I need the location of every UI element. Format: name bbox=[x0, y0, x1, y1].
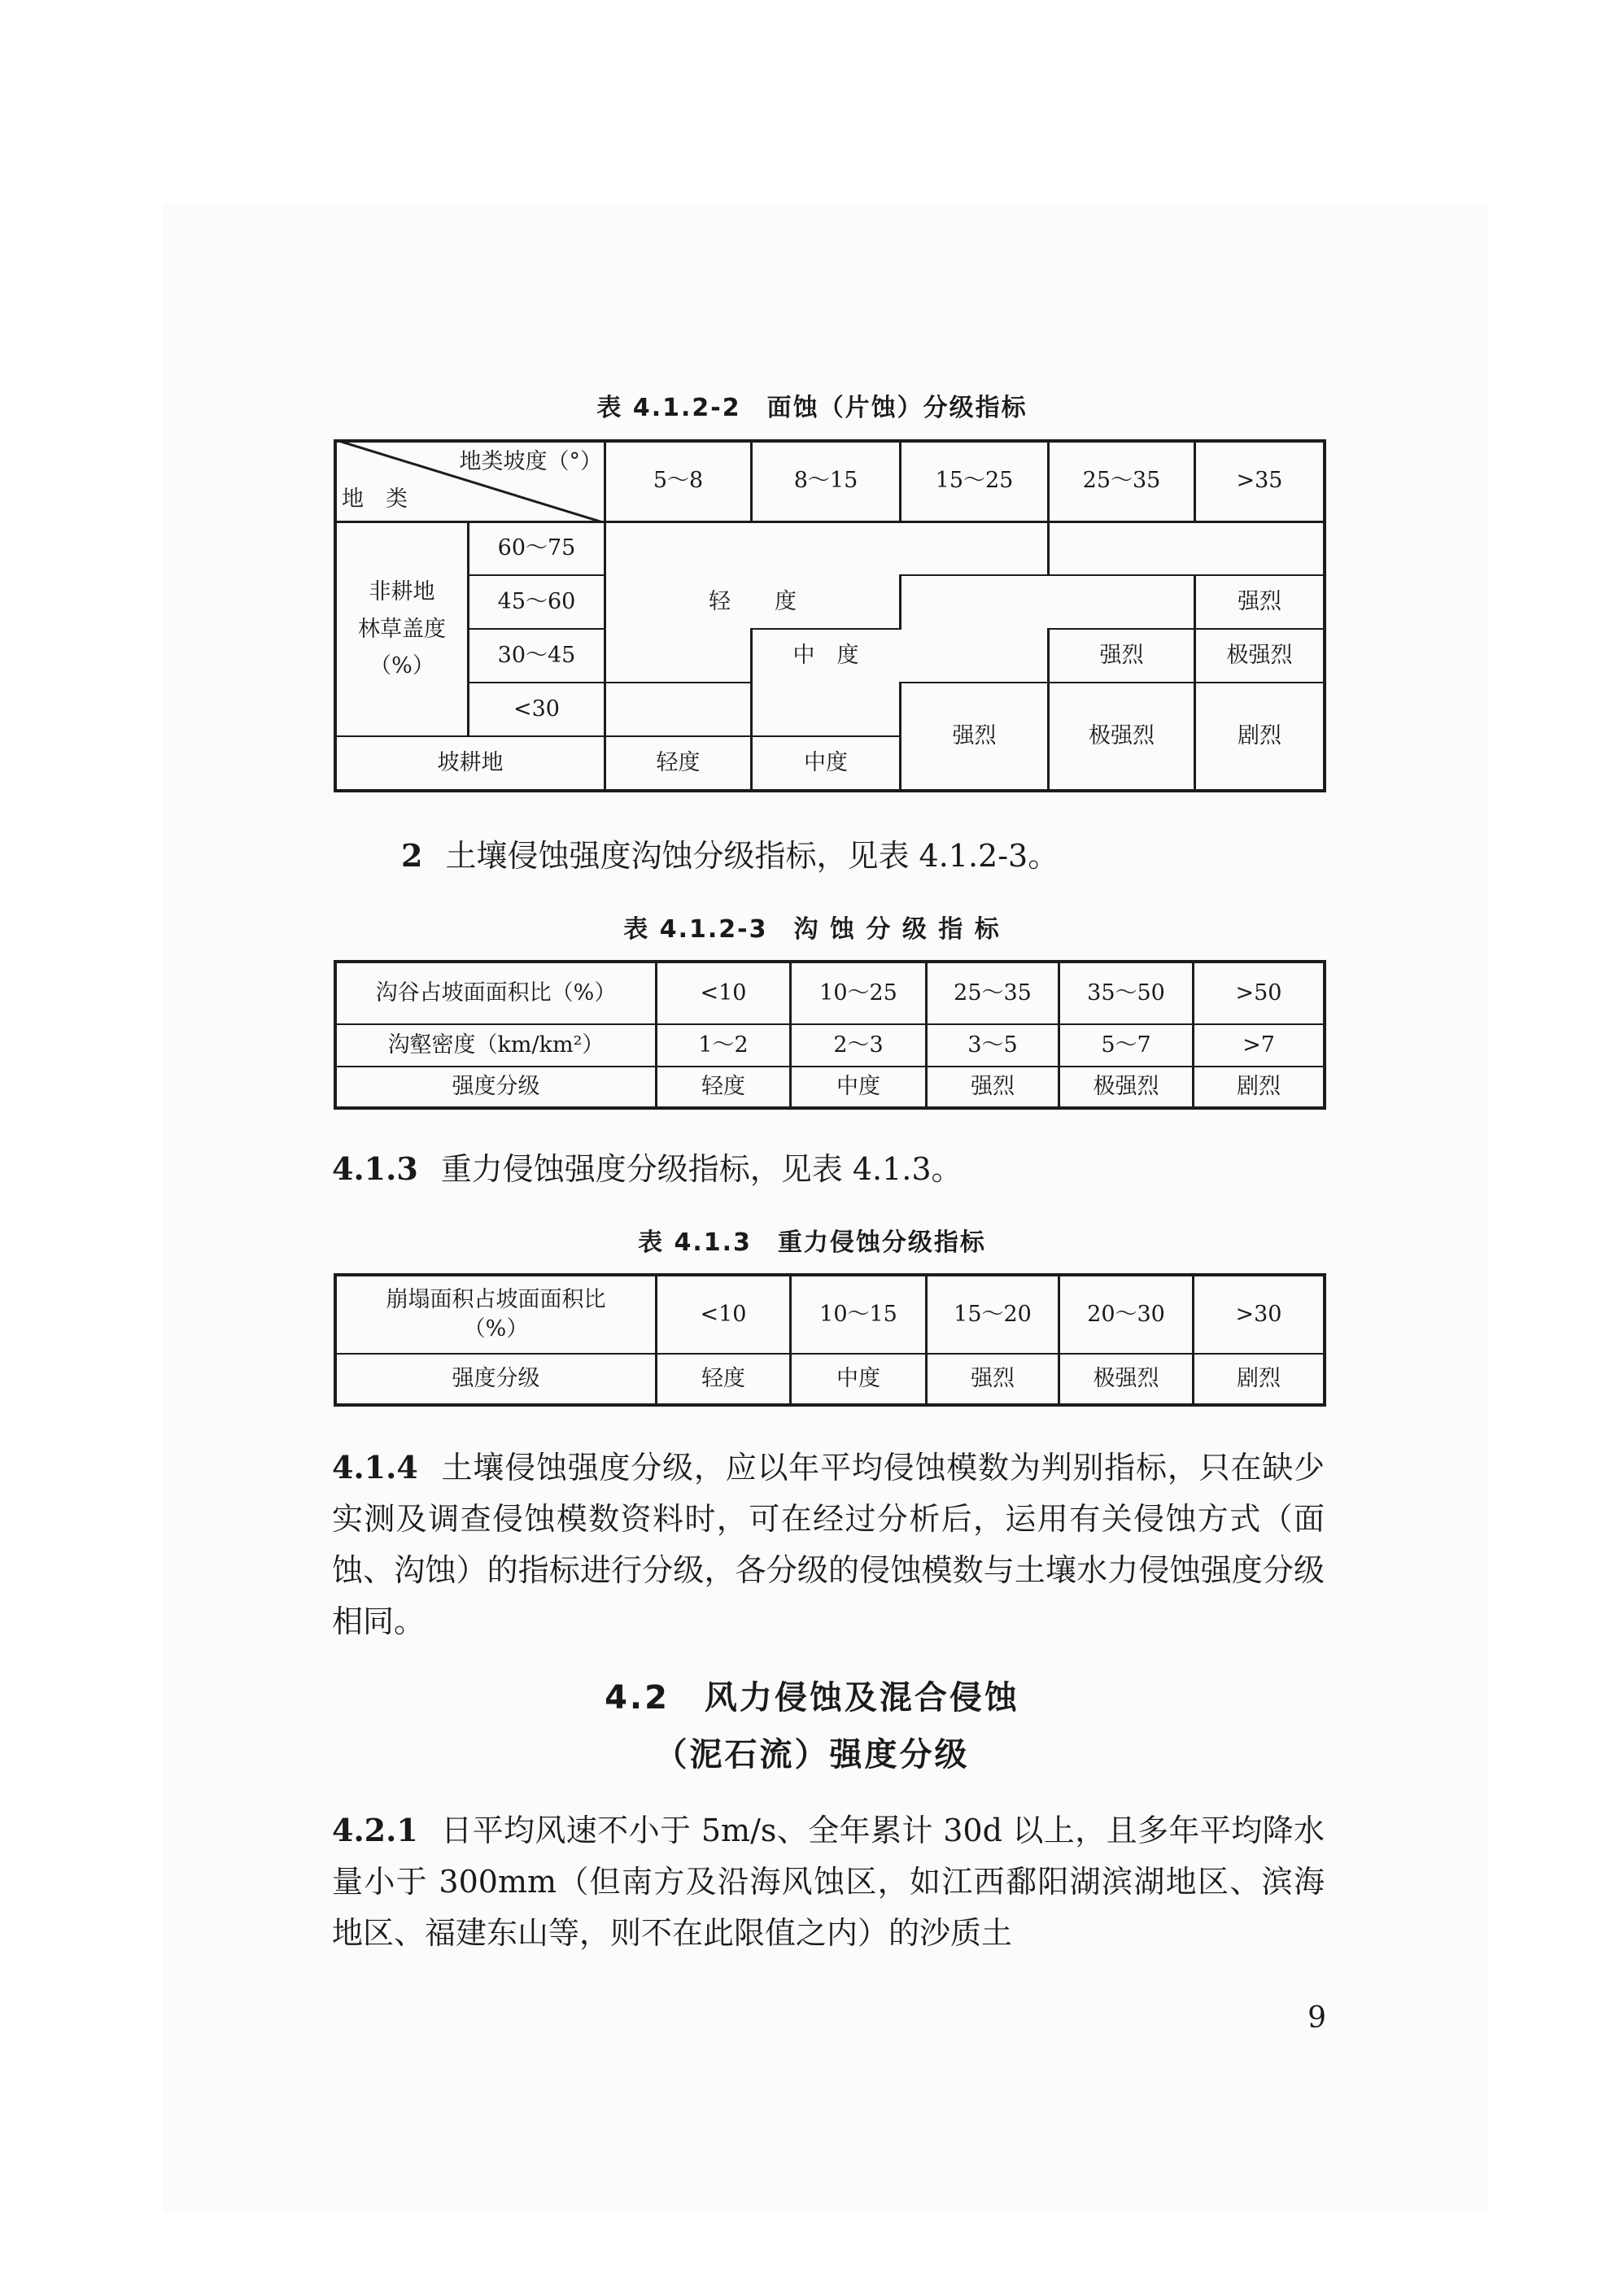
paragraph-gully-index-text: 土壤侵蚀强度沟蚀分级指标，见表 4.1.2-3。 bbox=[445, 838, 1059, 874]
section-4-1-3 bbox=[332, 1143, 1325, 1195]
table2-row1-col3: 25～35 bbox=[954, 980, 1032, 1006]
table1-stair-line-j bbox=[604, 682, 753, 683]
section-4-2-1-number: 4.2.1 bbox=[332, 1812, 418, 1848]
table3-row2-col5: 剧烈 bbox=[1237, 1365, 1281, 1391]
section-4-1-4-number: 4.1.4 bbox=[332, 1449, 418, 1486]
table1-extreme-lower: 极强烈 bbox=[1089, 722, 1155, 748]
table2-border-right bbox=[1323, 960, 1326, 1110]
table1-header-8-15: 8～15 bbox=[793, 468, 858, 494]
section-4-2-1 bbox=[332, 1804, 1325, 1959]
table1-extreme-30-45: 极强烈 bbox=[1226, 642, 1293, 668]
section-4-1-3-text: 重力侵蚀强度分级指标，见表 4.1.3。 bbox=[440, 1151, 963, 1187]
table1-strong-lower: 强烈 bbox=[952, 722, 997, 748]
table3-row1-col5: >30 bbox=[1235, 1301, 1282, 1327]
table1-strong-30-45: 强烈 bbox=[1099, 642, 1144, 668]
table2-row2-col5: >7 bbox=[1242, 1032, 1275, 1058]
table2-row3-col3: 强烈 bbox=[971, 1073, 1015, 1099]
table2-row3-col2: 中度 bbox=[836, 1073, 880, 1099]
section-4-2-1-text: 日平均风速不小于 5m/s、全年累计 30d 以上，且多年平均降水量小于 300mm（但南方及沿海风蚀区，如江西鄱阳湖滨湖地区、滨海地区、福建东山等，则不在此限值之内）的沙质土 bbox=[332, 1813, 1325, 1951]
table2-row1-col5: >50 bbox=[1235, 980, 1282, 1006]
table3-row2-col1: 轻度 bbox=[701, 1365, 745, 1391]
table2-row1-col4: 35～50 bbox=[1087, 980, 1165, 1006]
table2-row2-label: 沟壑密度（km/km²） bbox=[387, 1032, 605, 1058]
table2-row1-label: 沟谷占坡面面积比（%） bbox=[375, 980, 617, 1006]
table1-region-moderate: 中 度 bbox=[792, 642, 859, 668]
table1-border-right bbox=[1323, 439, 1326, 792]
section-4-2-heading-line1: 4.2 风力侵蚀及混合侵蚀 bbox=[605, 1679, 1019, 1717]
section-4-1-3-number: 4.1.3 bbox=[332, 1150, 418, 1187]
table3-border-bottom bbox=[334, 1403, 1326, 1407]
table2-row2-col1: 1～2 bbox=[698, 1032, 749, 1058]
table1-header-5-8: 5～8 bbox=[653, 468, 704, 494]
table1-cultivated-label: 坡耕地 bbox=[437, 749, 504, 775]
table3-row2-col4: 极强烈 bbox=[1093, 1365, 1159, 1391]
table2-border-bottom bbox=[334, 1106, 1326, 1110]
table1-caption: 表 4.1.2-2 面蚀（片蚀）分级指标 bbox=[596, 394, 1028, 422]
table1-row-group-label: 非耕地 林草盖度 （%） bbox=[358, 578, 446, 679]
table2-row3-col4: 极强烈 bbox=[1093, 1073, 1159, 1099]
table2-row1-col2: 10～25 bbox=[819, 980, 897, 1006]
table3-row2-col2: 中度 bbox=[836, 1365, 880, 1391]
section-4-1-4-text: 土壤侵蚀强度分级，应以年平均侵蚀模数为判别指标，只在缺少实测及调查侵蚀模数资料时，可在经过分析后，运用有关侵蚀方式（面蚀、沟蚀）的指标进行分级，各分级的侵蚀模数与土壤水力侵蚀强度分级相同。 bbox=[332, 1450, 1325, 1639]
table1-stair-line-c bbox=[899, 574, 1050, 576]
table2-row3-col5: 剧烈 bbox=[1237, 1073, 1281, 1099]
table1-corner-bottom-label: 地 类 bbox=[342, 486, 408, 512]
table1-stair-line-b bbox=[1047, 521, 1050, 576]
table2-caption: 表 4.1.2-3 沟 蚀 分 级 指 标 bbox=[623, 915, 1001, 944]
table2-row3-label: 强度分级 bbox=[452, 1073, 540, 1099]
table1-severe-lower: 剧烈 bbox=[1238, 722, 1281, 748]
table1-region-light: 轻 度 bbox=[709, 588, 797, 614]
table1-coverage-60-75: 60～75 bbox=[497, 535, 576, 561]
table3-row1-col1: <10 bbox=[700, 1301, 747, 1327]
section-4-2-heading-line2: （泥石流）强度分级 bbox=[654, 1736, 970, 1774]
table1-cultivated-light: 轻度 bbox=[656, 749, 701, 775]
table3-border-right bbox=[1323, 1273, 1326, 1407]
table1-coverage-under-30: <30 bbox=[513, 696, 560, 722]
table3-caption: 表 4.1.3 重力侵蚀分级指标 bbox=[638, 1228, 986, 1257]
table1-header-15-25: 15～25 bbox=[935, 468, 1014, 494]
table1-stair-line-e bbox=[899, 574, 901, 630]
table1-coverage-45-60: 45～60 bbox=[497, 588, 576, 614]
table3-row1-col4: 20～30 bbox=[1087, 1301, 1165, 1327]
table3-row2-label: 强度分级 bbox=[452, 1365, 540, 1391]
table2-row1-col1: <10 bbox=[700, 980, 747, 1006]
table1-header-25-35: 25～35 bbox=[1082, 468, 1161, 494]
paragraph-gully-index bbox=[332, 830, 1325, 882]
table2-row3-col1: 轻度 bbox=[701, 1073, 745, 1099]
table3-row1-label: 崩塌面积占坡面面积比 （%） bbox=[386, 1286, 606, 1342]
table3-row1-col2: 10～15 bbox=[819, 1301, 897, 1327]
table1-header-over-35: >35 bbox=[1236, 468, 1283, 494]
table1-strong-45-60: 强烈 bbox=[1238, 588, 1281, 614]
table1-coverage-30-45: 30～45 bbox=[497, 642, 576, 668]
page-number: 9 bbox=[1307, 2001, 1326, 2035]
table1-border-bottom bbox=[334, 789, 1326, 792]
table1-cultivated-moderate: 中度 bbox=[804, 749, 848, 775]
table2-row2-col2: 2～3 bbox=[833, 1032, 884, 1058]
paragraph-gully-index-number: 2 bbox=[401, 837, 423, 874]
table2-row2-col3: 3～5 bbox=[967, 1032, 1018, 1058]
table1-corner-top-label: 地类坡度（°） bbox=[459, 448, 602, 474]
table2-row2-col4: 5～7 bbox=[1101, 1032, 1151, 1058]
table3-row1-col3: 15～20 bbox=[954, 1301, 1032, 1327]
section-4-1-4 bbox=[332, 1442, 1325, 1647]
table3-row2-col3: 强烈 bbox=[971, 1365, 1015, 1391]
